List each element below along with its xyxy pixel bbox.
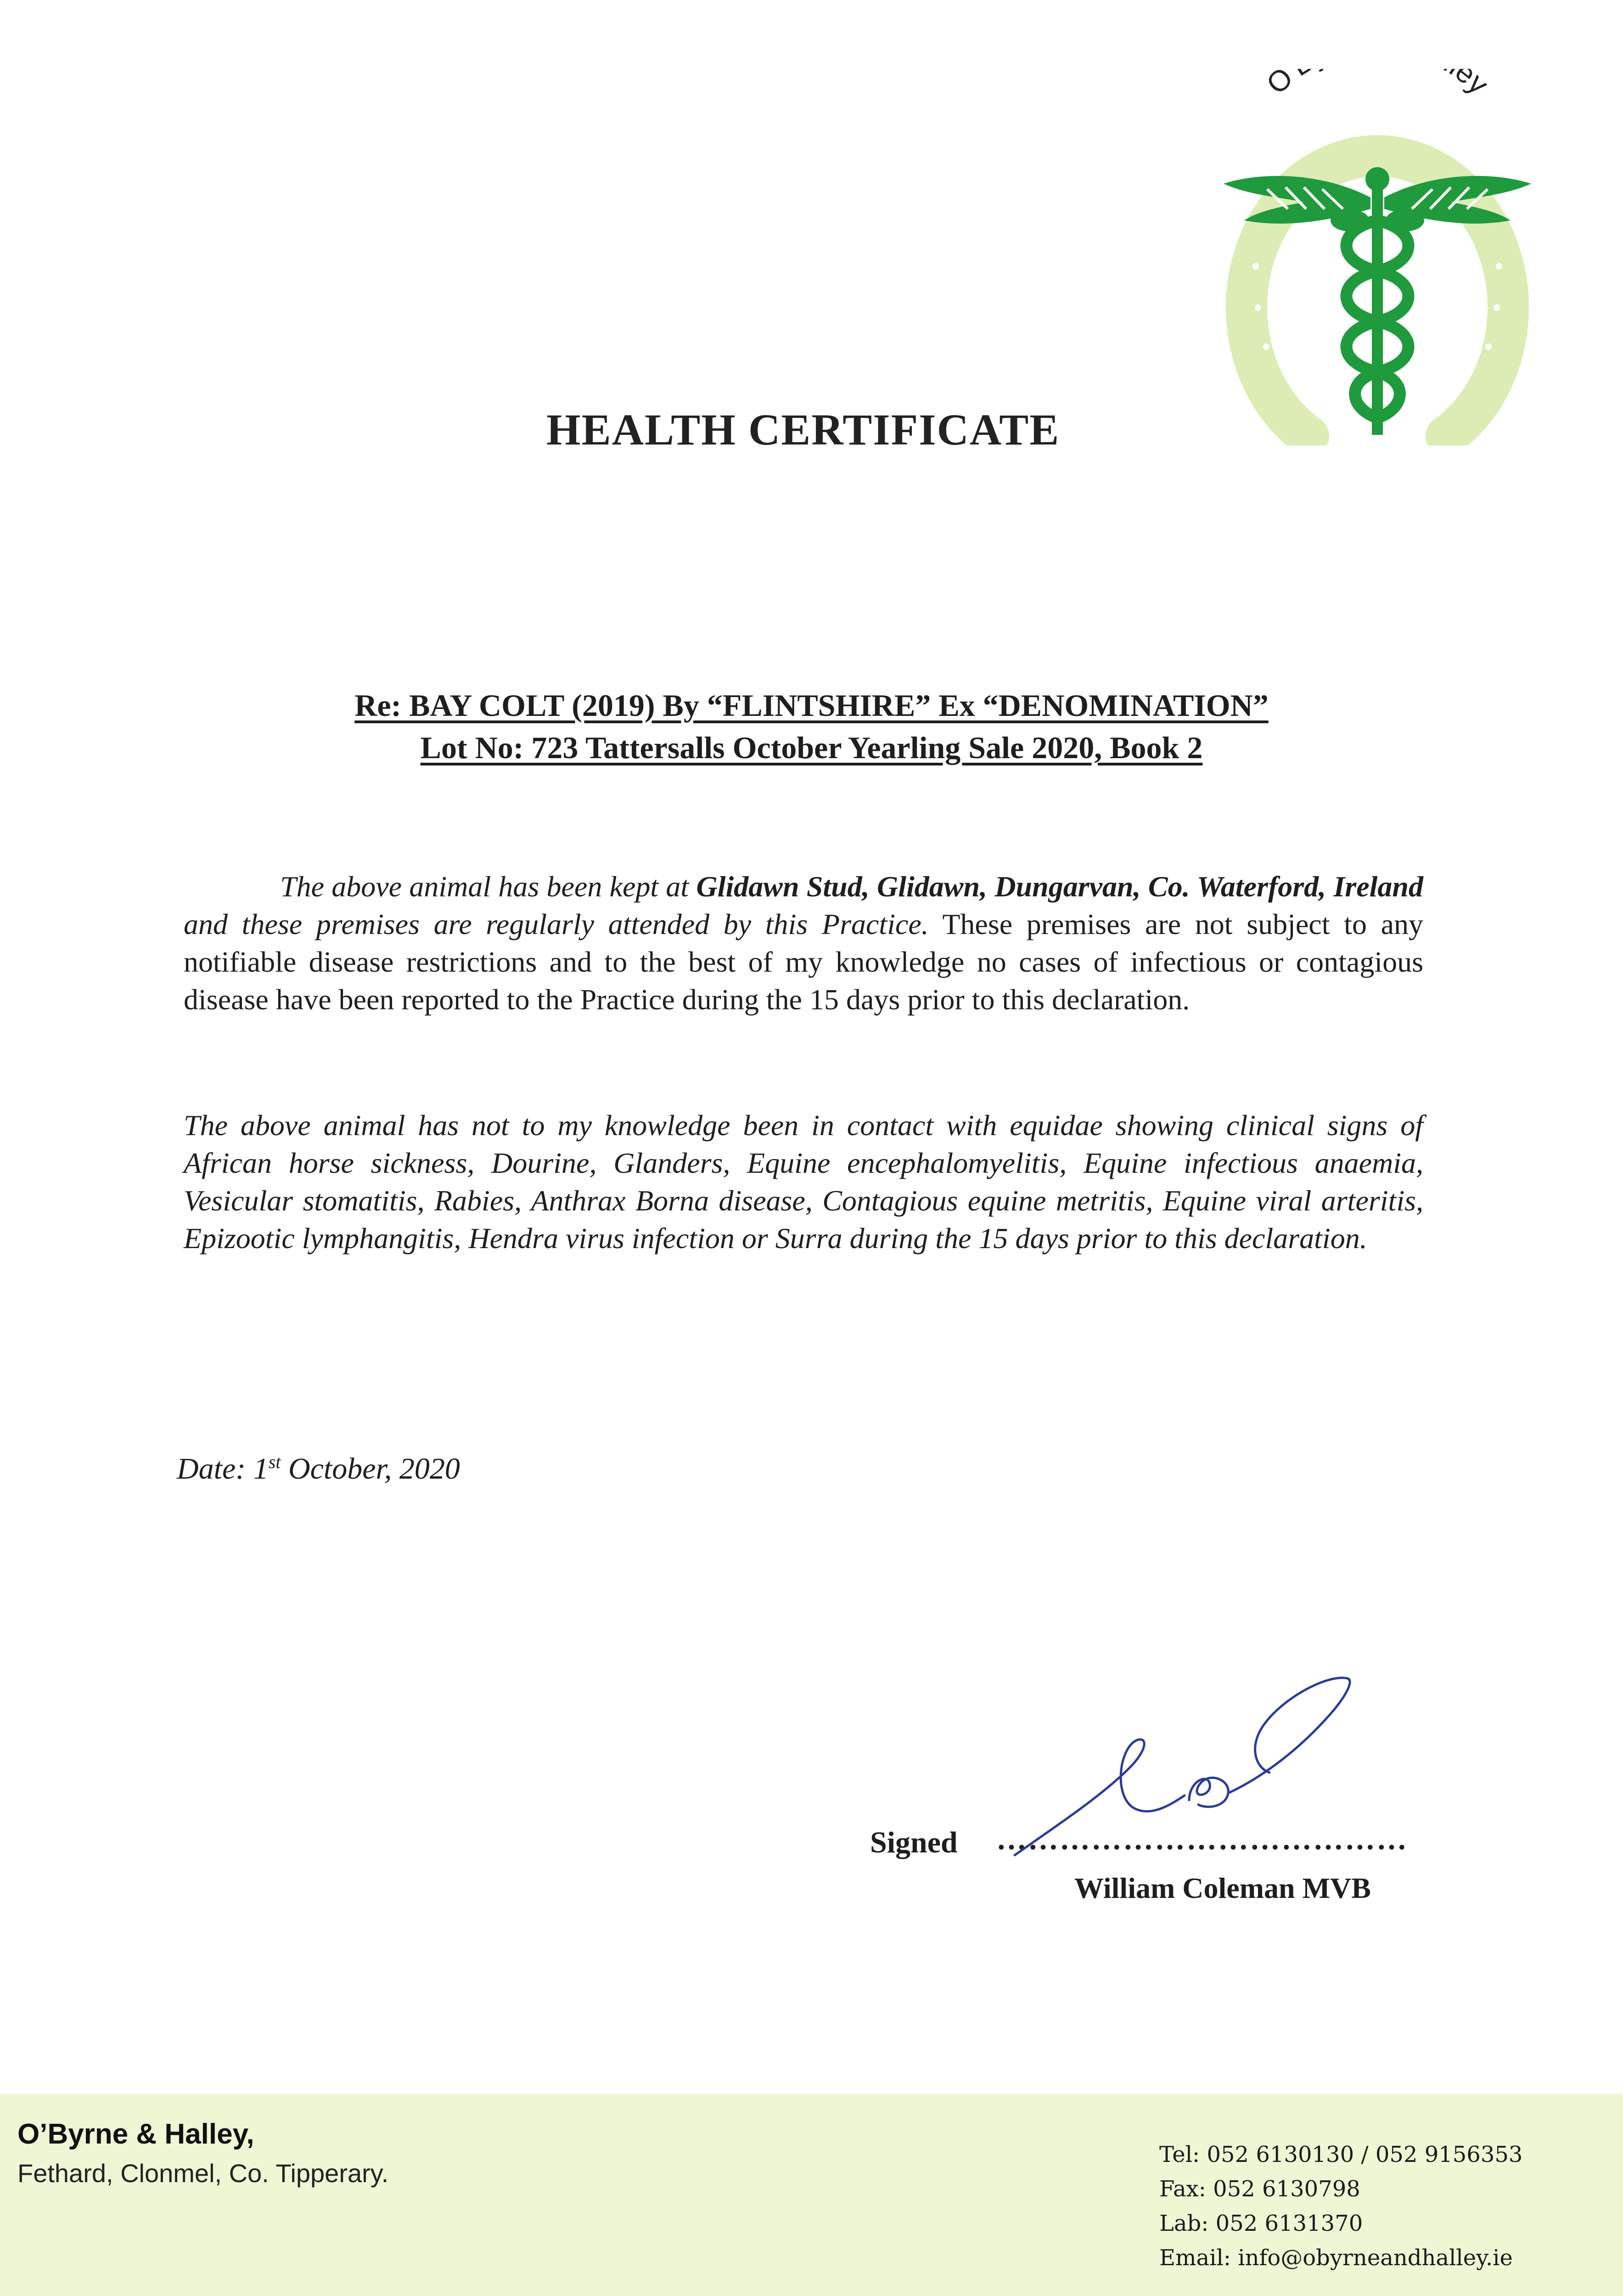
p1-location: Glidawn Stud, Glidawn, Dungarvan, Co. Waterford, Ireland bbox=[696, 870, 1424, 903]
contact-lab: Lab: 052 6131370 bbox=[1159, 2211, 1363, 2236]
signed-label: Signed bbox=[870, 1826, 958, 1859]
contact-fax: Fax: 052 6130798 bbox=[1159, 2176, 1360, 2202]
p1-rest: These premises are not subject to any notifiable disease restrictions and to the best of my knowledge no cases of infectious or contagious disease have been reported to the Practice during the 15 days prior to this declaration. bbox=[184, 908, 1424, 1016]
signer-name: William Coleman MVB bbox=[1074, 1872, 1371, 1904]
contact-email[interactable]: Email: info@obyrneandhalley.ie bbox=[1159, 2245, 1513, 2271]
reference-line-lot: Lot No: 723 Tattersalls October Yearling Sale 2020, Book 2 bbox=[420, 730, 1203, 765]
disease-contact-declaration: The above animal has not to my knowledge been in contact with equidae showing clinical signs of African horse sickness, Dourine, Glanders, Equine encephalomyelitis, Equine infectious anaemia, Vesicular stomatitis, Rabies, Anthrax Borna disease, Contagious equine metritis, Equine viral arteritis, Epizootic lymphangitis, Hendra virus infection or Surra during the 15 days prior to this declaration. bbox=[184, 1109, 1423, 1255]
handwritten-signature bbox=[1005, 1671, 1387, 1869]
date-suffix: st bbox=[268, 1452, 281, 1472]
p1-intro: The above animal has been kept at bbox=[280, 870, 689, 903]
signature-line: ………………………………… bbox=[996, 1823, 1408, 1856]
certificate-date bbox=[177, 1451, 460, 1486]
reference-line-horse: Re: BAY COLT (2019) By “FLINTSHIRE” Ex “DENOMINATION” bbox=[354, 688, 1269, 723]
caduceus-horseshoe-icon bbox=[1212, 69, 1543, 445]
footer-address: Fethard, Clonmel, Co. Tipperary. bbox=[17, 2159, 389, 2188]
certificate-title: HEALTH CERTIFICATE bbox=[546, 405, 1060, 454]
date-month-year: October, 2020 bbox=[288, 1452, 460, 1486]
contact-tel: Tel: 052 6130130 / 052 9156353 bbox=[1159, 2142, 1523, 2167]
date-label: Date: bbox=[177, 1452, 246, 1486]
p1-middle: and these premises are regularly attended by this Practice. bbox=[184, 908, 929, 940]
reference-block bbox=[0, 684, 1623, 769]
practice-logo bbox=[1212, 69, 1543, 445]
footer-practice-name: O’Byrne & Halley, bbox=[17, 2118, 254, 2150]
date-day: 1 bbox=[253, 1452, 269, 1486]
premises-declaration bbox=[184, 868, 1423, 1019]
logo-text: O' ey bbox=[1260, 69, 1495, 101]
footer-contacts bbox=[1159, 2138, 1522, 2275]
